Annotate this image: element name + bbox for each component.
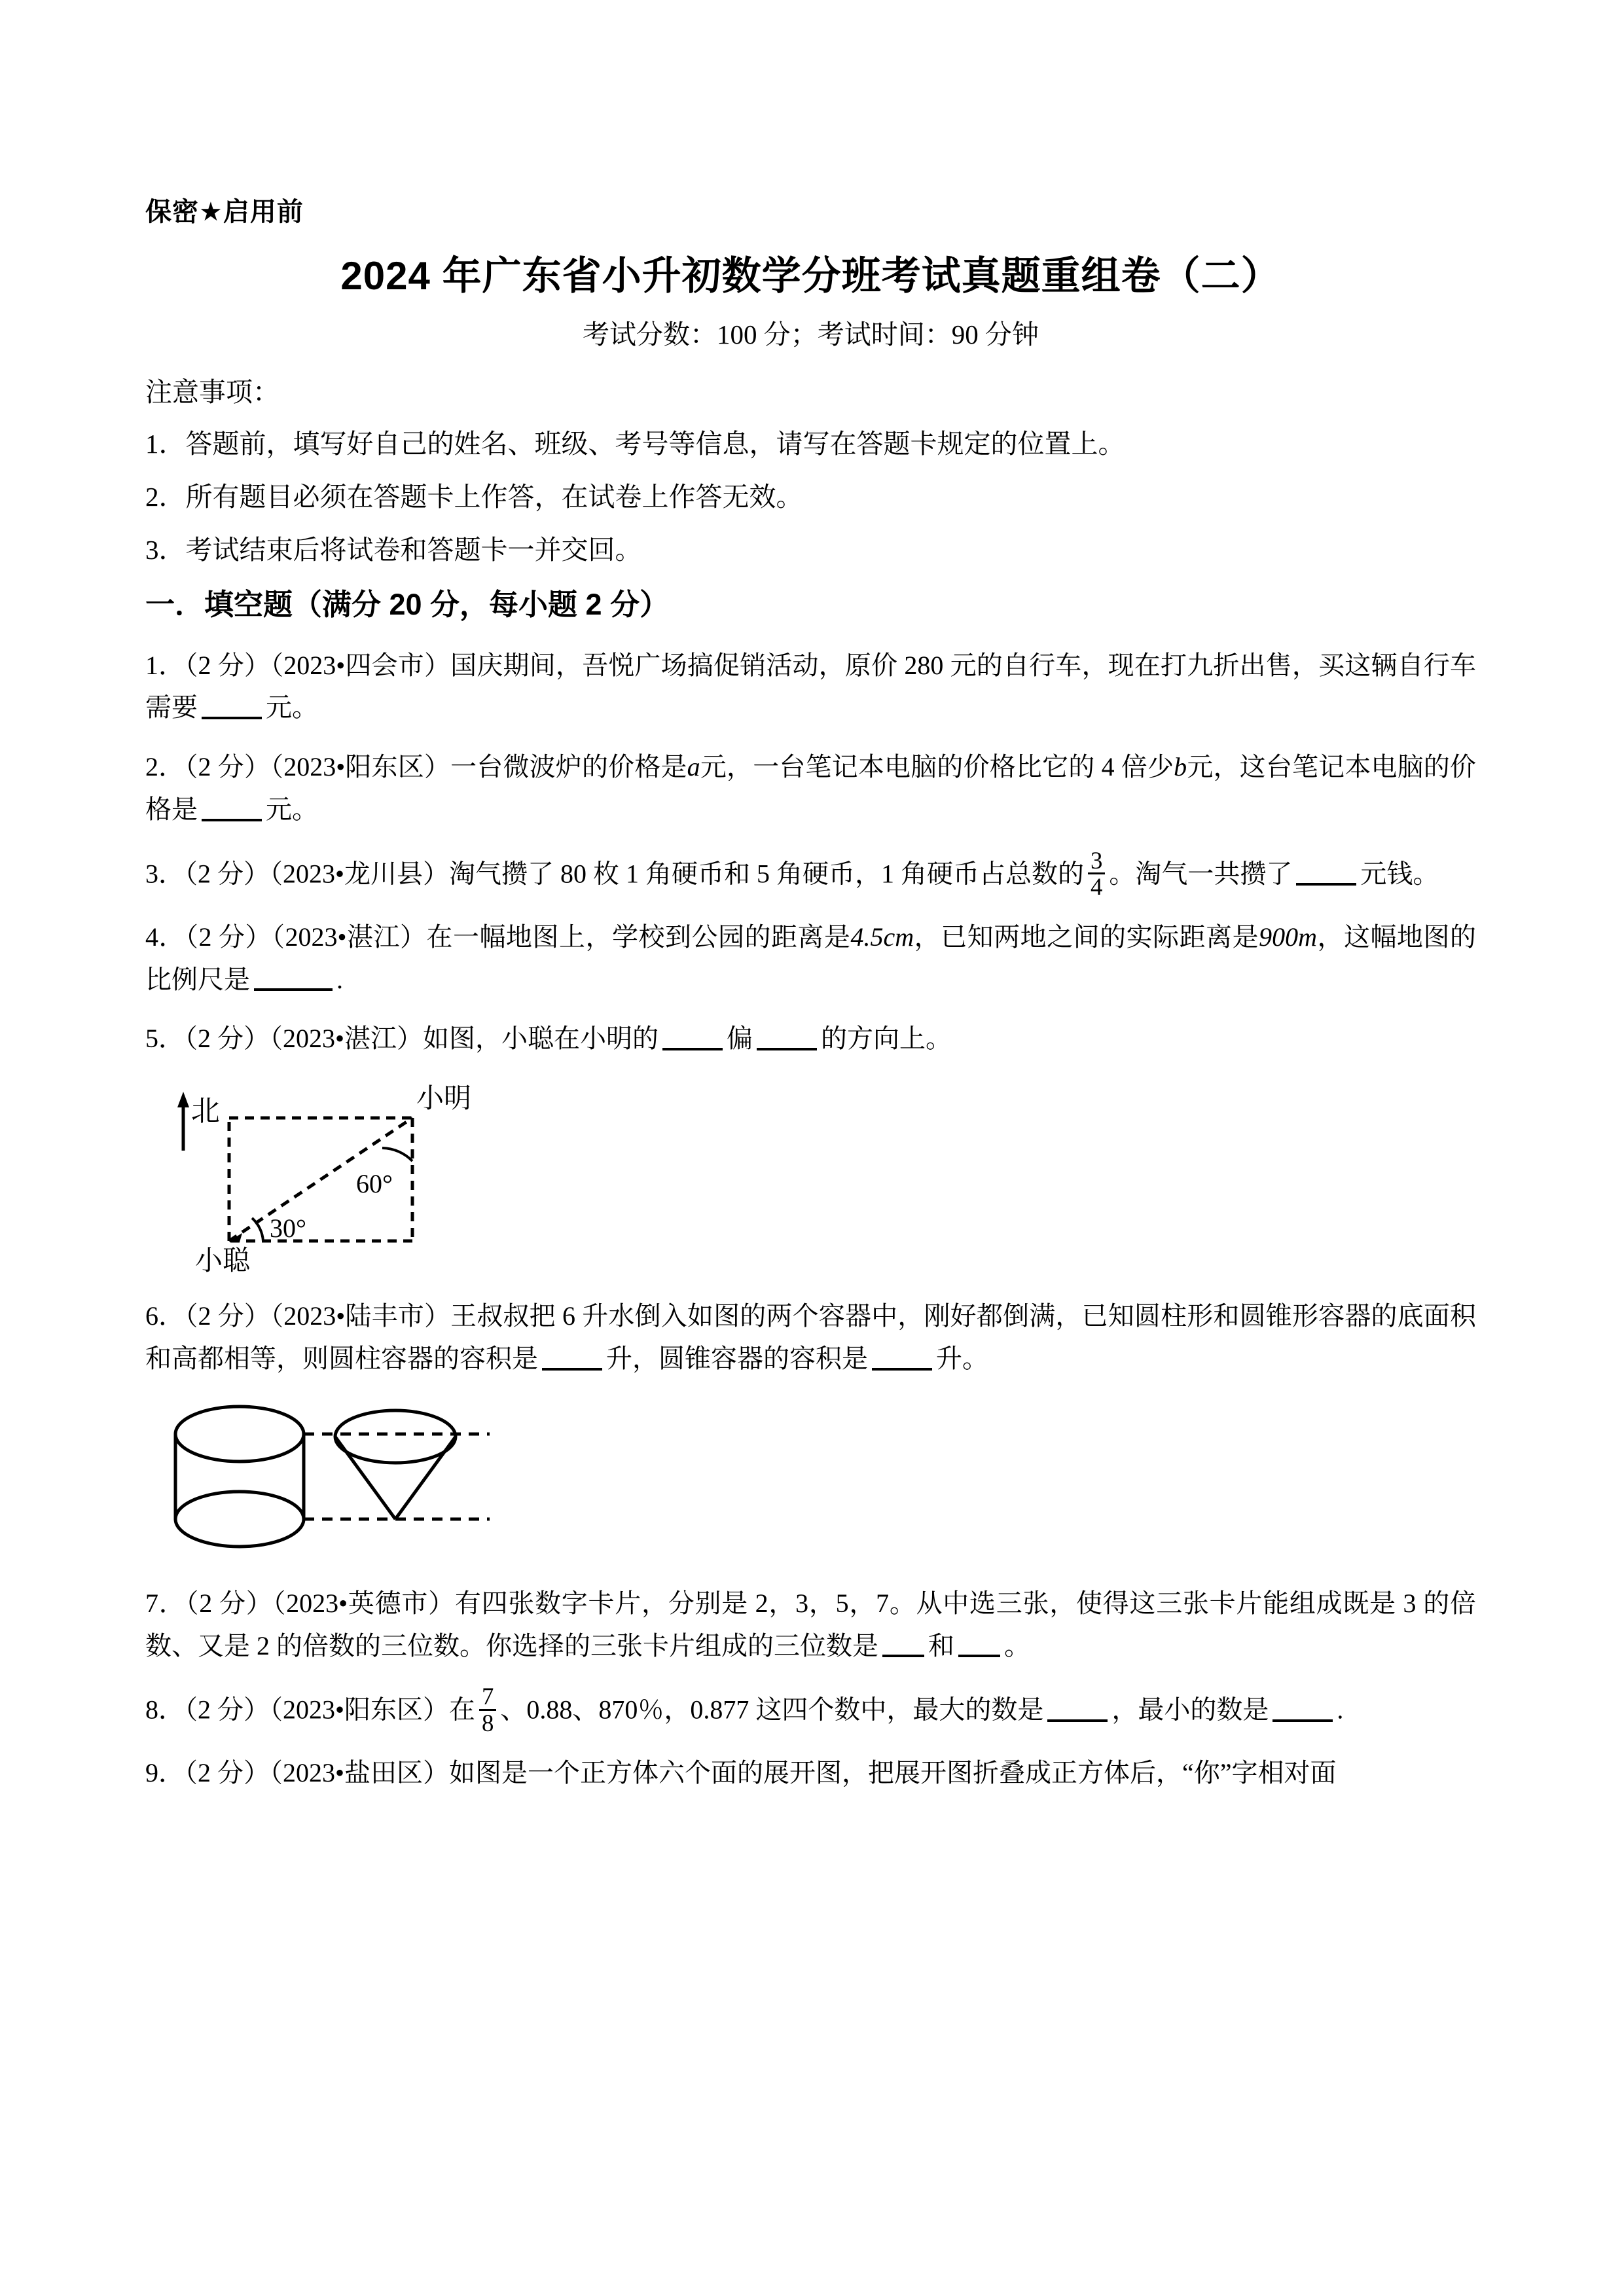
question-7-score: （2 分） (185, 1588, 273, 1618)
question-7-text-c: 。 (1004, 1630, 1030, 1660)
cylinder-cone-figure (162, 1397, 1476, 1564)
question-3-text-c: 元钱。 (1360, 859, 1439, 889)
question-2-blank-1[interactable] (202, 794, 262, 821)
question-9 (145, 1752, 1476, 1795)
question-4 (145, 916, 1476, 1001)
question-4-score: （2 分） (185, 922, 272, 952)
question-2-source: （2023•阳东区） (270, 752, 451, 782)
cylinder-shape (175, 1407, 304, 1547)
angle-label-30: 30° (270, 1213, 306, 1244)
question-2-text-b: 元，一台笔记本电脑的价格比它的 4 倍少 (700, 752, 1174, 782)
question-4-text-a: 在一幅地图上，学校到公园的距离是 (426, 922, 851, 952)
question-7 (145, 1583, 1476, 1668)
question-8-text-c: ，最小的数是 (1111, 1695, 1269, 1725)
question-4-text-d: . (336, 964, 343, 994)
question-9-source: （2023•盐田区） (270, 1758, 450, 1788)
question-8-fraction-numerator: 7 (482, 1683, 494, 1710)
question-6-blank-1[interactable] (542, 1343, 602, 1371)
question-9-score: （2 分） (185, 1758, 270, 1788)
question-3-source: （2023•龙川县） (270, 859, 450, 889)
compass-north-label: 北 (191, 1095, 220, 1128)
question-4-text-b: ，已知两地之间的实际距离是 (914, 922, 1259, 952)
question-1 (145, 645, 1476, 730)
exam-subtitle: 考试分数：100 分；考试时间：90 分钟 (583, 319, 1039, 350)
question-8-text-d: . (1337, 1695, 1344, 1725)
question-8-text-a: 在 (449, 1695, 476, 1725)
question-7-text-a: 有四张数字卡片，分别是 2，3，5，7。从中选三张，使得这三张卡片能组成既是 3 的倍数、又是 2 的倍数的三位数。你选择的三张卡片组成的三位数是 (145, 1588, 1477, 1660)
question-8-fraction (479, 1684, 496, 1735)
question-7-text-b: 和 (928, 1630, 954, 1660)
page-title: 2024 年广东省小升初数学分班考试真题重组卷（二） (340, 254, 1281, 298)
question-1-number: 1． (145, 650, 185, 680)
question-2-text-a: 一台微波炉的价格是 (450, 752, 687, 782)
question-8-score: （2 分） (185, 1695, 270, 1725)
question-8-blank-2[interactable] (1272, 1695, 1333, 1722)
question-1-source: （2023•四会市） (270, 650, 451, 680)
compass-label-xiaocong: 小聪 (195, 1245, 251, 1274)
question-2-text-c: 元，这台笔记本电脑的价格是 (145, 752, 1477, 824)
question-5-blank-1[interactable] (662, 1023, 723, 1050)
question-3-fraction-numerator: 3 (1091, 846, 1103, 874)
question-3-number: 3． (145, 859, 185, 889)
notice-item-2: 2．所有题目必须在答题卡上作答，在试卷上作答无效。 (145, 482, 803, 512)
question-2 (145, 746, 1476, 831)
question-5-text-b: 偏 (727, 1024, 753, 1054)
notice-heading: 注意事项： (145, 377, 280, 408)
question-3 (145, 848, 1476, 899)
question-3-fraction-denominator: 4 (1088, 872, 1105, 899)
question-6-text-a: 王叔叔把 6 升水倒入如图的两个容器中，刚好都倒满，已知圆柱形和圆锥形容器的底面积和高都相等，则圆柱容器的容积是 (145, 1301, 1477, 1373)
question-9-number: 9． (145, 1758, 185, 1788)
question-4-source: （2023•湛江） (272, 922, 427, 952)
question-2-text-d: 元。 (266, 794, 318, 824)
angle-label-60: 60° (356, 1169, 393, 1199)
question-5-score: （2 分） (185, 1024, 270, 1054)
question-5-number: 5． (145, 1024, 185, 1054)
compass-direction-figure (157, 1077, 1476, 1277)
notice-item-1: 1．答题前，填写好自己的姓名、班级、考号等信息，请写在答题卡规定的位置上。 (145, 428, 1125, 459)
question-6-source: （2023•陆丰市） (270, 1301, 451, 1331)
question-4-blank-1[interactable] (254, 963, 333, 991)
question-5-text-a: 如图，小聪在小明的 (423, 1024, 659, 1054)
question-1-blank-1[interactable] (202, 692, 262, 719)
question-9-text-a: 如图是一个正方体六个面的展开图，把展开图折叠成正方体后，“你”字相对面 (449, 1758, 1337, 1788)
question-8-source: （2023•阳东区） (270, 1695, 450, 1725)
question-4-value-a: 4.5cm (850, 922, 914, 952)
question-3-fraction (1088, 848, 1105, 899)
question-6-number: 6． (145, 1301, 185, 1331)
question-6-text-c: 升。 (936, 1344, 988, 1373)
question-2-variable-b: b (1174, 752, 1187, 782)
question-5-text-c: 的方向上。 (821, 1024, 952, 1054)
question-3-score: （2 分） (185, 859, 270, 889)
question-7-source: （2023•英德市） (272, 1588, 455, 1618)
question-1-text-b: 元。 (266, 692, 318, 723)
question-8-blank-1[interactable] (1047, 1695, 1108, 1722)
question-6-score: （2 分） (185, 1301, 271, 1331)
question-7-number: 7． (145, 1588, 186, 1618)
question-6-blank-2[interactable] (872, 1343, 932, 1371)
north-arrow-icon (177, 1092, 189, 1151)
question-8 (145, 1684, 1476, 1735)
question-2-variable-a: a (687, 752, 700, 782)
compass-label-xiaoming: 小明 (416, 1083, 472, 1114)
question-4-number: 4． (145, 922, 185, 952)
question-6 (145, 1295, 1476, 1380)
question-3-text-a: 淘气攒了 80 枚 1 角硬币和 5 角硬币，1 角硬币占总数的 (449, 859, 1085, 889)
question-5-source: （2023•湛江） (270, 1024, 424, 1054)
question-7-blank-1[interactable] (882, 1630, 924, 1657)
cone-shape (335, 1410, 456, 1519)
question-2-score: （2 分） (185, 752, 271, 782)
question-8-number: 8． (145, 1695, 185, 1725)
notice-item-3: 3．考试结束后将试卷和答题卡一并交回。 (145, 535, 642, 565)
question-5 (145, 1018, 1476, 1060)
question-5-blank-2[interactable] (757, 1023, 817, 1050)
question-3-blank-1[interactable] (1296, 858, 1356, 886)
question-8-fraction-denominator: 8 (479, 1709, 496, 1736)
question-3-text-b: 。淘气一共攒了 (1109, 859, 1293, 889)
question-1-text-a: 国庆期间，吾悦广场搞促销活动，原价 280 元的自行车，现在打九折出售，买这辆自行车需要 (145, 650, 1476, 723)
section-heading-fill-in-blanks: 一．填空题（满分 20 分，每小题 2 分） (145, 587, 670, 621)
secrecy-notice: 保密★启用前 (145, 198, 304, 226)
question-4-value-b: 900m (1259, 922, 1318, 952)
question-2-number: 2． (145, 752, 185, 782)
question-6-text-b: 升，圆锥容器的容积是 (606, 1344, 868, 1373)
question-8-text-b: 、0.88、870％，0.877 这四个数中，最大的数是 (500, 1695, 1044, 1725)
question-4-text-c: ，这幅地图的比例尺是 (145, 922, 1477, 994)
question-7-blank-2[interactable] (958, 1630, 1000, 1657)
question-1-score: （2 分） (185, 650, 271, 680)
